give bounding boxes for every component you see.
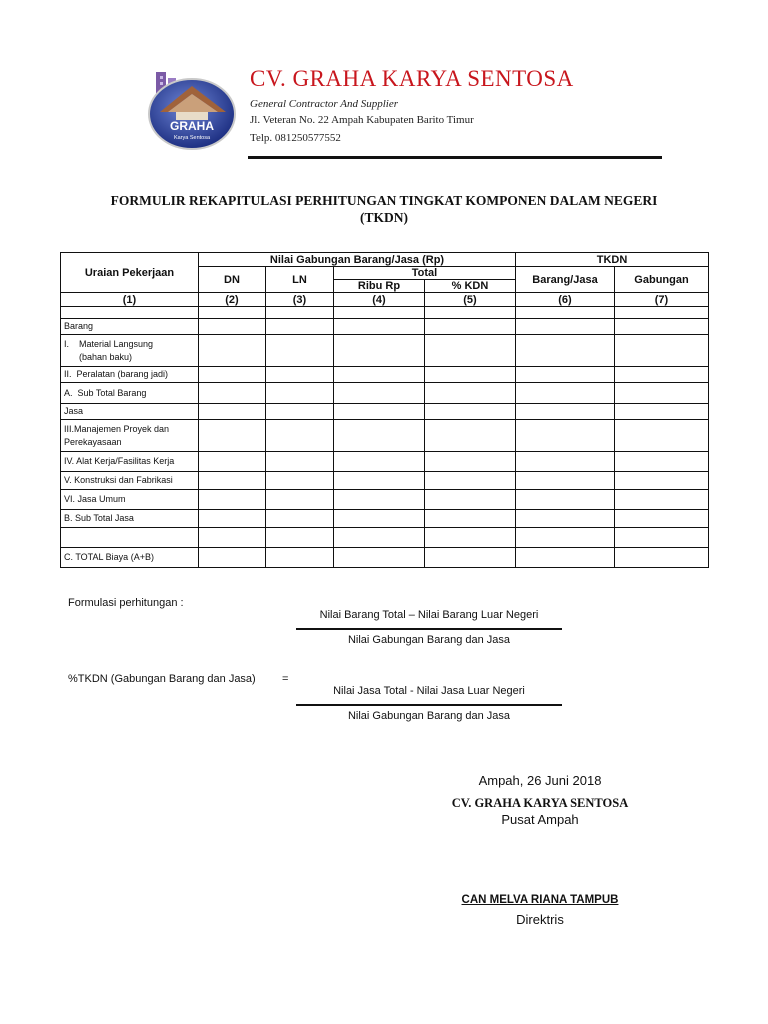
table-cell <box>334 490 425 510</box>
table-cell <box>199 367 266 383</box>
table-cell <box>199 307 266 319</box>
logo-subtext: Karya Sentosa <box>173 135 211 141</box>
signature-company: CV. GRAHA KARYA SENTOSA <box>451 796 629 810</box>
table-cell <box>266 307 334 319</box>
row-label: C. TOTAL Biaya (A+B) <box>61 548 199 568</box>
col-number: (1) <box>61 293 199 307</box>
table-cell <box>425 510 516 528</box>
table-cell <box>425 307 516 319</box>
table-row <box>61 367 709 383</box>
header-barang-jasa: Barang/Jasa <box>516 267 615 293</box>
table-cell <box>615 528 709 548</box>
table-cell <box>199 510 266 528</box>
company-address: Jl. Veteran No. 22 Ampah Kabupaten Barito Timur <box>250 114 474 126</box>
table-cell <box>266 335 334 367</box>
table-cell <box>334 404 425 420</box>
signatory-name: CAN MELVA RIANA TAMPUB <box>461 894 619 906</box>
col-number: (7) <box>615 293 709 307</box>
table-cell <box>425 490 516 510</box>
table-cell <box>334 528 425 548</box>
table-cell <box>199 404 266 420</box>
table-cell <box>199 490 266 510</box>
formula2-numerator: Nilai Jasa Total - Nilai Jasa Luar Negeri <box>333 685 525 697</box>
table-cell <box>334 307 425 319</box>
table-cell <box>425 452 516 472</box>
row-label: Jasa <box>61 404 199 420</box>
table-cell <box>615 452 709 472</box>
table-cell <box>199 548 266 568</box>
table-cell <box>199 528 266 548</box>
col-number: (3) <box>266 293 334 307</box>
company-phone: Telp. 081250577552 <box>250 132 341 144</box>
table-cell <box>334 420 425 452</box>
table-cell <box>425 420 516 452</box>
formula1-denominator: Nilai Gabungan Barang dan Jasa <box>347 634 511 646</box>
row-label: IV. Alat Kerja/Fasilitas Kerja <box>61 452 199 472</box>
table-cell <box>516 335 615 367</box>
formula2-fraction-bar <box>296 704 562 706</box>
table-cell <box>615 383 709 404</box>
table-cell <box>266 528 334 548</box>
table-cell <box>516 367 615 383</box>
col-number: (2) <box>199 293 266 307</box>
row-label: V. Konstruksi dan Fabrikasi <box>61 472 199 490</box>
table-cell <box>266 319 334 335</box>
header-ribu-rp: Ribu Rp <box>334 280 425 293</box>
table-cell <box>334 383 425 404</box>
document-title: FORMULIR REKAPITULASI PERHITUNGAN TINGKAT KOMPONEN DALAM NEGERI <box>110 193 658 208</box>
table-row <box>61 383 709 404</box>
header-total: Total <box>334 267 516 280</box>
table-cell <box>425 404 516 420</box>
formula-intro: Formulasi perhitungan : <box>68 597 184 609</box>
table-cell <box>334 319 425 335</box>
signature-office: Pusat Ampah <box>501 812 579 827</box>
table-cell <box>266 472 334 490</box>
signatory-role: Direktris <box>516 912 564 927</box>
formula1-numerator: Nilai Barang Total – Nilai Barang Luar Negeri <box>319 609 539 621</box>
table-row <box>61 335 709 367</box>
table-cell <box>615 307 709 319</box>
table-cell <box>516 472 615 490</box>
table-cell <box>615 319 709 335</box>
table-cell <box>334 510 425 528</box>
row-label: III.Manajemen Proyek dan Perekayasaan <box>61 420 199 452</box>
table-cell <box>334 548 425 568</box>
table-cell <box>425 528 516 548</box>
table-cell <box>615 548 709 568</box>
row-label <box>61 528 199 548</box>
tkdn-table <box>60 252 709 568</box>
table-cell <box>266 383 334 404</box>
table-cell <box>615 490 709 510</box>
table-cell <box>266 490 334 510</box>
formula2-label: %TKDN (Gabungan Barang dan Jasa) <box>68 673 256 685</box>
letterhead-divider <box>248 156 662 159</box>
table-cell <box>615 472 709 490</box>
table-cell <box>516 452 615 472</box>
table-cell <box>425 319 516 335</box>
document-title-abbrev: (TKDN) <box>360 210 408 225</box>
header-dn: DN <box>199 267 266 293</box>
row-label: A. Sub Total Barang <box>61 383 199 404</box>
table-cell <box>615 420 709 452</box>
table-cell <box>615 367 709 383</box>
table-cell <box>266 404 334 420</box>
col-number: (4) <box>334 293 425 307</box>
table-cell <box>334 472 425 490</box>
col-number: (6) <box>516 293 615 307</box>
table-cell <box>199 319 266 335</box>
table-cell <box>334 452 425 472</box>
company-tagline: General Contractor And Supplier <box>250 98 398 110</box>
table-cell <box>425 335 516 367</box>
table-cell <box>199 335 266 367</box>
table-row <box>61 528 709 548</box>
table-cell <box>516 420 615 452</box>
row-label: I. Material Langsung (bahan baku) <box>61 335 199 367</box>
row-label <box>61 307 199 319</box>
row-label: B. Sub Total Jasa <box>61 510 199 528</box>
table-cell <box>199 420 266 452</box>
table-row <box>61 510 709 528</box>
formula2-denominator: Nilai Gabungan Barang dan Jasa <box>347 710 511 722</box>
table-cell <box>516 404 615 420</box>
header-nilai-gabungan: Nilai Gabungan Barang/Jasa (Rp) <box>199 253 516 267</box>
row-label: Barang <box>61 319 199 335</box>
table-cell <box>266 548 334 568</box>
place-date: Ampah, 26 Juni 2018 <box>478 773 602 788</box>
column-number-row <box>61 293 709 307</box>
header-uraian: Uraian Pekerjaan <box>61 253 199 293</box>
row-label: VI. Jasa Umum <box>61 490 199 510</box>
table-cell <box>266 367 334 383</box>
company-name: CV. GRAHA KARYA SENTOSA <box>250 66 574 91</box>
company-logo <box>146 72 238 152</box>
table-cell <box>266 452 334 472</box>
table-cell <box>516 307 615 319</box>
table-cell <box>266 420 334 452</box>
table-cell <box>516 383 615 404</box>
formula2-equals: = <box>282 673 289 685</box>
table-row <box>61 420 709 452</box>
row-label: II. Peralatan (barang jadi) <box>61 367 199 383</box>
table-cell <box>425 472 516 490</box>
table-cell <box>266 510 334 528</box>
logo-text: GRAHA <box>170 119 214 133</box>
table-cell <box>425 367 516 383</box>
table-cell <box>334 367 425 383</box>
table-cell <box>516 548 615 568</box>
formula1-fraction-bar <box>296 628 562 630</box>
table-row <box>61 404 709 420</box>
col-number: (5) <box>425 293 516 307</box>
header-ln: LN <box>266 267 334 293</box>
table-row <box>61 490 709 510</box>
table-cell <box>516 490 615 510</box>
header-pct-kdn: % KDN <box>425 280 516 293</box>
table-row <box>61 548 709 568</box>
table-row <box>61 307 709 319</box>
table-cell <box>615 510 709 528</box>
table-cell <box>199 472 266 490</box>
table-cell <box>516 319 615 335</box>
table-cell <box>615 335 709 367</box>
table-row <box>61 319 709 335</box>
table-cell <box>516 510 615 528</box>
table-row <box>61 472 709 490</box>
header-tkdn: TKDN <box>516 253 709 267</box>
header-gabungan: Gabungan <box>615 267 709 293</box>
table-cell <box>199 383 266 404</box>
table-cell <box>334 335 425 367</box>
table-cell <box>516 528 615 548</box>
table-cell <box>425 548 516 568</box>
table-cell <box>199 452 266 472</box>
table-row <box>61 452 709 472</box>
table-cell <box>615 404 709 420</box>
table-cell <box>425 383 516 404</box>
